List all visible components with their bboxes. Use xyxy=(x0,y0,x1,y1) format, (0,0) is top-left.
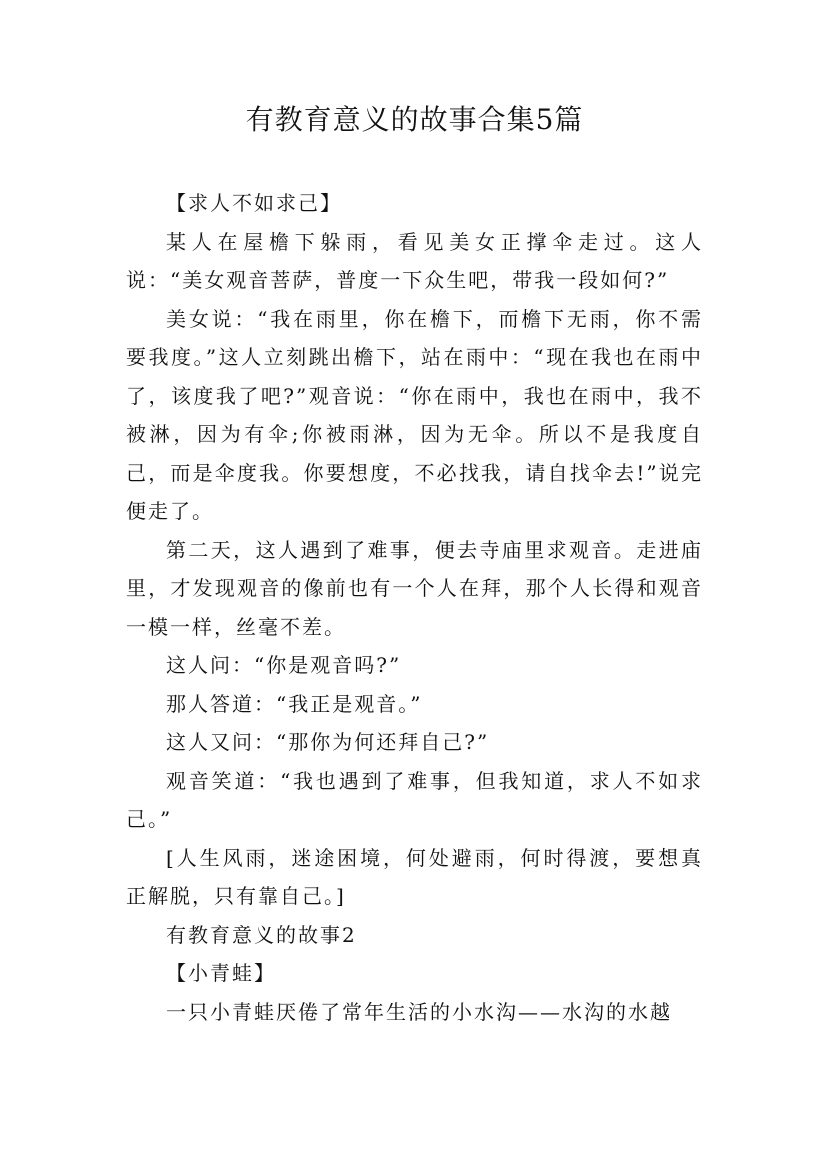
story-number-heading: 有教育意义的故事2 xyxy=(166,922,357,947)
document-title: 有教育意义的故事合集5篇 xyxy=(245,103,584,136)
paragraph: 这人问：“你是观音吗?” xyxy=(166,653,402,677)
paragraph: 这人又问：“那你为何还拜自己?” xyxy=(166,730,490,754)
paragraph: 美女说：“我在雨里，你在檐下，而檐下无雨，你不需要我度。”这人立刻跳出檐下，站在雨中：“现在我也在雨中了，该度我了吧?”观音说：“你在雨中，我也在雨中，我不被淋，因为有伞;你被雨淋，因为无伞。所以不是我度自己，而是伞度我。你要想度，不必找我，请自找伞去!”说完便走了。 xyxy=(126,306,703,523)
paragraph: 观音笑道：“我也遇到了难事，但我知道，求人不如求己。” xyxy=(126,768,703,831)
moral-paragraph: [人生风雨，迷途困境，何处避雨，何时得渡，要想真正解脱，只有靠自己。] xyxy=(126,845,703,908)
paragraph: 第二天，这人遇到了难事，便去寺庙里求观音。走进庙里，才发现观音的像前也有一个人在拜，那个人长得和观音一模一样，丝毫不差。 xyxy=(126,537,703,639)
paragraph: 某人在屋檐下躲雨，看见美女正撑伞走过。这人说：“美女观音菩萨，普度一下众生吧，带我一段如何?” xyxy=(126,229,703,292)
document-body xyxy=(126,184,703,1031)
section-heading-2: 【小青蛙】 xyxy=(166,961,276,985)
section-heading-1: 【求人不如求己】 xyxy=(166,191,342,215)
paragraph: 一只小青蛙厌倦了常年生活的小水沟——水沟的水越 xyxy=(166,999,672,1024)
paragraph: 那人答道：“我正是观音。” xyxy=(166,691,423,716)
